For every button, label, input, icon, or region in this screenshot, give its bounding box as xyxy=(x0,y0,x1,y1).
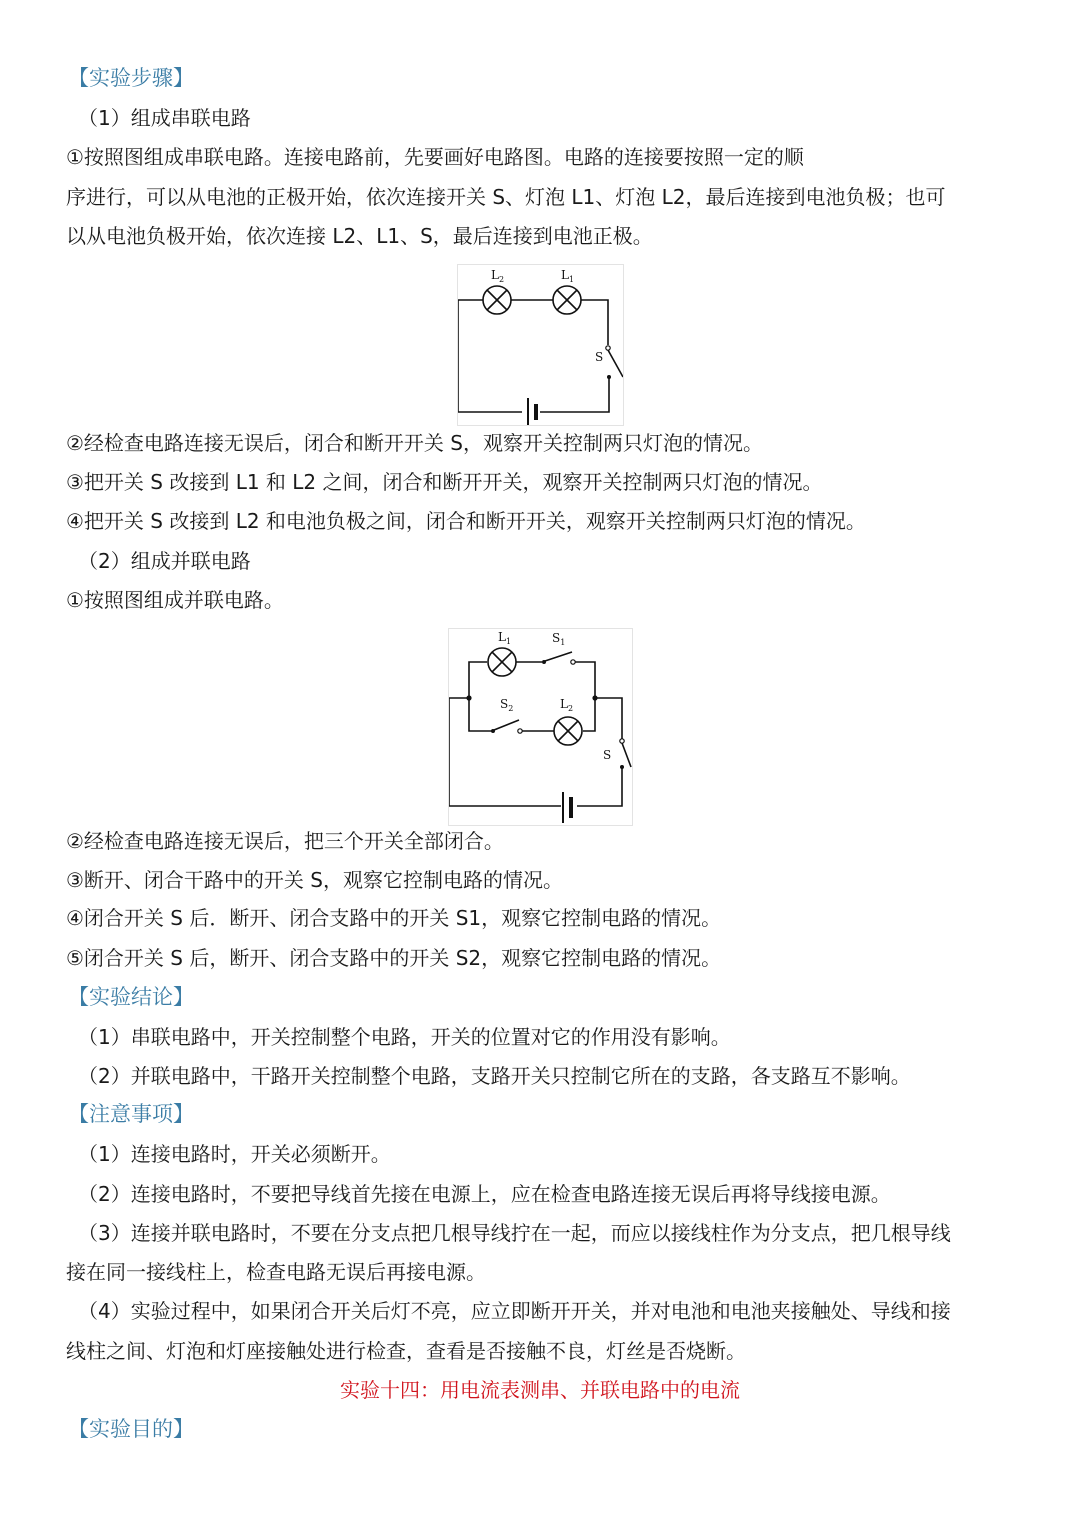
parallel-step-3: ③断开、闭合干路中的开关 S，观察它控制电路的情况。 xyxy=(66,868,563,892)
parallel-junction-right xyxy=(592,695,597,700)
parallel-switch-s-blade xyxy=(622,743,631,767)
parallel-switch-s1-blade xyxy=(545,652,572,661)
parallel-switch-s-pivot xyxy=(620,765,624,769)
parallel-switch-s2-blade xyxy=(494,720,519,730)
parallel-branch2-left xyxy=(469,698,493,731)
series-lamp-l2 xyxy=(483,286,511,314)
parallel-lamp-l1 xyxy=(488,648,516,676)
series-circuit-diagram xyxy=(457,264,624,426)
parallel-branch1-right xyxy=(573,662,595,698)
series-circuit-svg xyxy=(458,265,623,425)
parallel-step-2: ②经检查电路连接无误后，把三个开关全部闭合。 xyxy=(66,829,504,853)
series-wire-top-right xyxy=(581,300,608,345)
purpose-header: 【实验目的】 xyxy=(68,1417,194,1441)
parallel-branch2-right xyxy=(583,698,595,731)
series-step-4: ④把开关 S 改接到 L2 和电池负极之间，闭合和断开开关，观察开关控制两只灯泡的情况。 xyxy=(66,509,866,533)
parallel-circuit-diagram xyxy=(448,628,633,826)
parallel-circuit-title: （2）组成并联电路 xyxy=(78,549,251,573)
series-switch-blade xyxy=(608,350,623,377)
series-step-1-line-2: 序进行，可以从电池的正极开始，依次连接开关 S、灯泡 L1、灯泡 L2，最后连接到电池负极；也可 xyxy=(66,185,946,209)
series-step-1-line-1: ①按照图组成串联电路。连接电路前，先要画好电路图。电路的连接要按照一定的顺 xyxy=(66,145,804,169)
parallel-switch-s-contact xyxy=(620,739,624,743)
note-4-line-2: 线柱之间、灯泡和灯座接触处进行检查，查看是否接触不良，灯丝是否烧断。 xyxy=(66,1339,746,1363)
conclusion-header: 【实验结论】 xyxy=(68,985,194,1009)
parallel-label-s: S xyxy=(603,748,612,762)
note-1: （1）连接电路时，开关必须断开。 xyxy=(78,1142,391,1166)
note-2: （2）连接电路时，不要把导线首先接在电源上，应在检查电路连接无误后再将导线接电源。 xyxy=(78,1182,891,1206)
series-switch-contact-top xyxy=(606,346,610,350)
series-circuit-title: （1）组成串联电路 xyxy=(78,106,251,130)
parallel-step-4: ④闭合开关 S 后．断开、闭合支路中的开关 S1，观察它控制电路的情况。 xyxy=(66,906,722,930)
parallel-label-l2: $L_2$ xyxy=(560,697,574,713)
series-lamp-l1 xyxy=(553,286,581,314)
series-wire-right-bottom xyxy=(540,377,609,412)
series-step-3: ③把开关 S 改接到 L1 和 L2 之间，闭合和断开开关，观察开关控制两只灯泡的情况。 xyxy=(66,470,823,494)
steps-header: 【实验步骤】 xyxy=(68,66,194,90)
parallel-switch-s2-contact xyxy=(518,729,522,733)
parallel-label-l1: $L_1$ xyxy=(498,630,512,646)
parallel-step-5: ⑤闭合开关 S 后，断开、闭合支路中的开关 S2，观察它控制电路的情况。 xyxy=(66,946,722,970)
parallel-main-left xyxy=(449,698,561,806)
note-3-line-1: （3）连接并联电路时，不要在分支点把几根导线拧在一起，而应以接线柱作为分支点，把几根导线 xyxy=(78,1221,951,1245)
notes-header: 【注意事项】 xyxy=(68,1102,194,1126)
series-label-s: S xyxy=(595,350,604,364)
parallel-circuit-svg xyxy=(449,629,632,825)
note-4-line-1: （4）实验过程中，如果闭合开关后灯不亮，应立即断开开关，并对电池和电池夹接触处、导线和接 xyxy=(78,1299,951,1323)
parallel-main-bottom xyxy=(577,767,622,806)
series-label-l1: $L_1$ xyxy=(561,268,575,284)
parallel-label-s2: $S_2$ xyxy=(500,697,514,713)
parallel-step-1: ①按照图组成并联电路。 xyxy=(66,588,284,612)
parallel-lamp-l2 xyxy=(554,717,582,745)
series-step-1-line-3: 以从电池负极开始，依次连接 L2、L1、S，最后连接到电池正极。 xyxy=(66,224,653,248)
series-step-2: ②经检查电路连接无误后，闭合和断开开关 S，观察开关控制两只灯泡的情况。 xyxy=(66,431,763,455)
conclusion-1: （1）串联电路中，开关控制整个电路，开关的位置对它的作用没有影响。 xyxy=(78,1025,731,1049)
parallel-switch-s1-pivot xyxy=(542,660,546,664)
note-3-line-2: 接在同一接线柱上，检查电路无误后再接电源。 xyxy=(66,1260,486,1284)
parallel-junction-left xyxy=(466,695,471,700)
parallel-main-right xyxy=(595,698,622,739)
series-label-l2: $L_2$ xyxy=(491,268,505,284)
series-switch-contact-bottom xyxy=(607,375,611,379)
parallel-switch-s2-pivot xyxy=(491,729,495,733)
conclusion-2: （2）并联电路中，干路开关控制整个电路，支路开关只控制它所在的支路，各支路互不影响。 xyxy=(78,1064,911,1088)
parallel-switch-s1-contact xyxy=(571,660,575,664)
parallel-branch1-left xyxy=(469,662,487,698)
experiment-title: 实验十四：用电流表测串、并联电路中的电流 xyxy=(340,1378,740,1402)
parallel-label-s1: $S_1$ xyxy=(552,631,566,647)
series-wire-top-left xyxy=(458,300,522,412)
